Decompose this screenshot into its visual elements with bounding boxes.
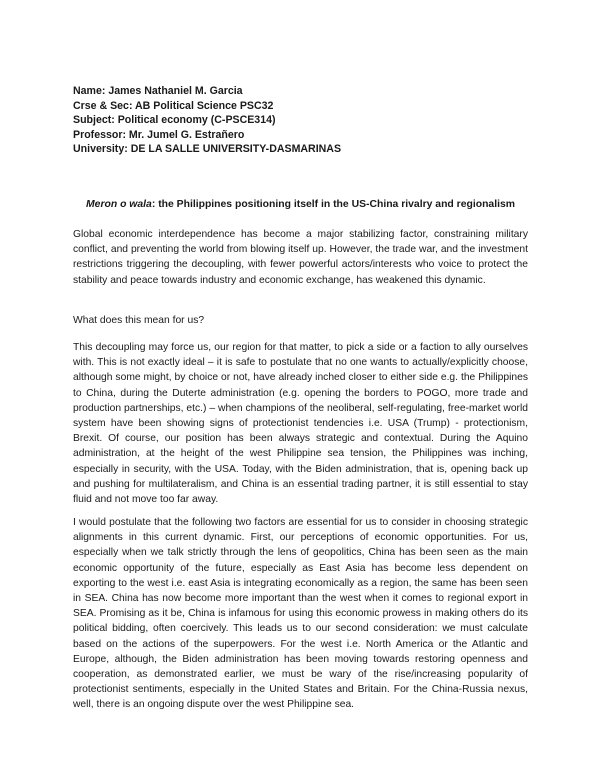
essay-title-italic: Meron o wala — [86, 199, 152, 210]
paragraph-1: Global economic interdependence has become a major stabilizing factor, constraining military conflict, and preventing the world from blowing itself up. However, the trade war, and the investment restrictions triggering the decoupling, with fewer powerful actors/interests who voice to protect the stability and peace towards industry and economic exchange, has weakened this dynamic. — [73, 229, 528, 286]
essay-title-rest: : the Philippines positioning itself in the US-China rivalry and regionalism — [151, 199, 515, 210]
course-section: Crse & Sec: AB Political Science PSC32 — [73, 99, 274, 112]
university: University: DE LA SALLE UNIVERSITY-DASMARINAS — [73, 143, 342, 155]
professor: Professor: Mr. Jumel G. Estrañero — [73, 128, 245, 141]
paragraph-4: I would postulate that the following two factors are essential for us to consider in choosing strategic alignments in this current dynamic. First, our perceptions of economic opportunities. For us, especially when we talk strictly through the lens of geopolitics, China has been seen as the main economic opportunity of the future, especially as East Asia has become less dependent on exporting to the west i.e. east Asia is integrating economically as a region, the same has been seen in SEA. China has now become more important than the west when it comes to regional export in SEA. Promising as it be, China is infamous for using this economic prowess in making others do its political bidding, often coercively. This leads us to our second consideration: we must calculate based on the actions of the superpowers. For the west i.e. North America or the Atlantic and Europe, although, the Biden administration has been moving towards restoring openness and cooperation, as demonstrated earlier, we must be wary of the rise/increasing popularity of protectionist sentiments, especially in the United States and Britain. For the China-Russia nexus, well, there is an ongoing dispute over the west Philippine sea. — [73, 517, 528, 711]
subject: Subject: Political economy (C-PSCE314) — [73, 114, 276, 126]
paragraph-3: This decoupling may force us, our region for that matter, to pick a side or a faction to ally ourselves with. This is not exactly ideal – it is safe to postulate that no one wants to actually/explicitly choose, although some might, by choice or not, have already inched closer to either side e.g. the Philippines to China, during the Duterte administration (e.g. opening the borders to POGO, more trade and production partnerships, etc.) – when champions of the neoliberal, self-regulating, free-market world system have been showing signs of protectionist tendencies i.e. USA (Trump) - protectionism, Brexit. Of course, our position has been always strategic and contextual. During the Aquino administration, at the height of the west Philippine sea tension, the Philippines was inching, especially in security, with the USA. Today, with the Biden administration, that is, opening back up and pushing for multilateralism, and China is an essential trading partner, it is still essential to stay fluid and not move too far away. — [73, 342, 528, 506]
student-name: Name: James Nathaniel M. Garcia — [73, 85, 243, 97]
paragraph-2: What does this mean for us? — [73, 315, 205, 326]
student-info-header — [73, 84, 533, 157]
essay-title — [73, 198, 528, 212]
